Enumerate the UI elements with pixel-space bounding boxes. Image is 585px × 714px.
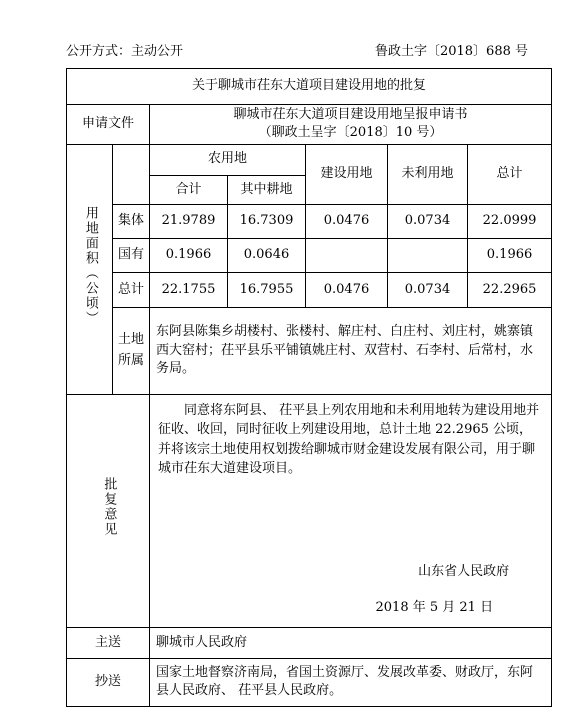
cell-farmland-total: 0.1966 <box>150 239 228 273</box>
header-farmland-total: 合计 <box>150 175 228 205</box>
main-send-label: 主送 <box>67 628 150 659</box>
row-label: 集体 <box>113 205 150 239</box>
land-area-label: 用地面积（公顷） <box>82 205 98 326</box>
disclosure-mode: 公开方式：主动公开 <box>66 44 184 59</box>
header-grand-total: 总计 <box>468 144 552 205</box>
copy-send-label: 抄送 <box>67 658 150 706</box>
header-unused: 未利用地 <box>388 144 468 205</box>
main-send-recipient: 聊城市人民政府 <box>150 628 552 659</box>
header-farmland: 农用地 <box>150 144 306 175</box>
approval-date: 2018 年 5 月 21 日 <box>375 599 494 615</box>
table-row <box>67 273 552 308</box>
cell-cultivated: 0.0646 <box>228 239 306 273</box>
application-documents <box>150 104 552 144</box>
cell-unused <box>388 239 468 273</box>
header-cultivated: 其中耕地 <box>228 175 306 205</box>
cell-grand-total: 0.1966 <box>468 239 552 273</box>
cell-construction <box>306 239 388 273</box>
cell-farmland-total: 22.1755 <box>150 273 228 308</box>
cell-grand-total: 22.0999 <box>468 205 552 239</box>
cell-construction: 0.0476 <box>306 273 388 308</box>
location-label-cell <box>113 308 150 394</box>
corner-cell <box>113 144 150 205</box>
header-construction: 建设用地 <box>306 144 388 205</box>
cell-cultivated: 16.7309 <box>228 205 306 239</box>
cell-construction: 0.0476 <box>306 205 388 239</box>
approval-text: 同意将东阿县、 茌平县上列农用地和未利用地转为建设用地并征收、收回，同时征收上列建设用地，总计土地 22.2965 公顷，并将该宗土地使用权划拨给聊城市财金建设发展有限公司，用于聊城市茌东大道建设项目。 <box>158 402 540 477</box>
cell-farmland-total: 21.9789 <box>150 205 228 239</box>
cell-cultivated: 16.7955 <box>228 273 306 308</box>
application-number: （聊政土呈字〔2018〕10 号） <box>258 125 443 141</box>
approval-form-table <box>66 68 552 707</box>
approval-label-cell <box>67 394 150 627</box>
copy-send-recipients: 国家土地督察济南局，省国土资源厅、发展改革委、财政厅，东阿县人民政府、 茌平县人民政府。 <box>150 658 552 706</box>
cell-unused: 0.0734 <box>388 205 468 239</box>
table-row <box>67 239 552 273</box>
approval-label: 批复意见 <box>101 477 117 538</box>
application-title: 聊城市茌东大道项目建设用地呈报申请书 <box>233 106 468 122</box>
land-location: 东阿县陈集乡胡楼村、张楼村、解庄村、白庄村、刘庄村，姚寨镇西大窑村；茌平县乐平铺镇姚庄村、双营村、石李村、后常村，水务局。 <box>150 308 552 394</box>
document-title: 关于聊城市茌东大道项目建设用地的批复 <box>67 69 552 105</box>
row-label: 国有 <box>113 239 150 273</box>
row-label: 总计 <box>113 273 150 308</box>
table-row <box>67 205 552 239</box>
location-label: 土地所属 <box>117 332 144 368</box>
land-area-label-cell <box>67 144 113 394</box>
cell-grand-total: 22.2965 <box>468 273 552 308</box>
application-label: 申请文件 <box>67 104 150 144</box>
approval-opinion <box>150 394 552 627</box>
issuing-authority: 山东省人民政府 <box>418 563 510 579</box>
document-number: 鲁政土字〔2018〕688 号 <box>374 44 528 59</box>
cell-unused: 0.0734 <box>388 273 468 308</box>
